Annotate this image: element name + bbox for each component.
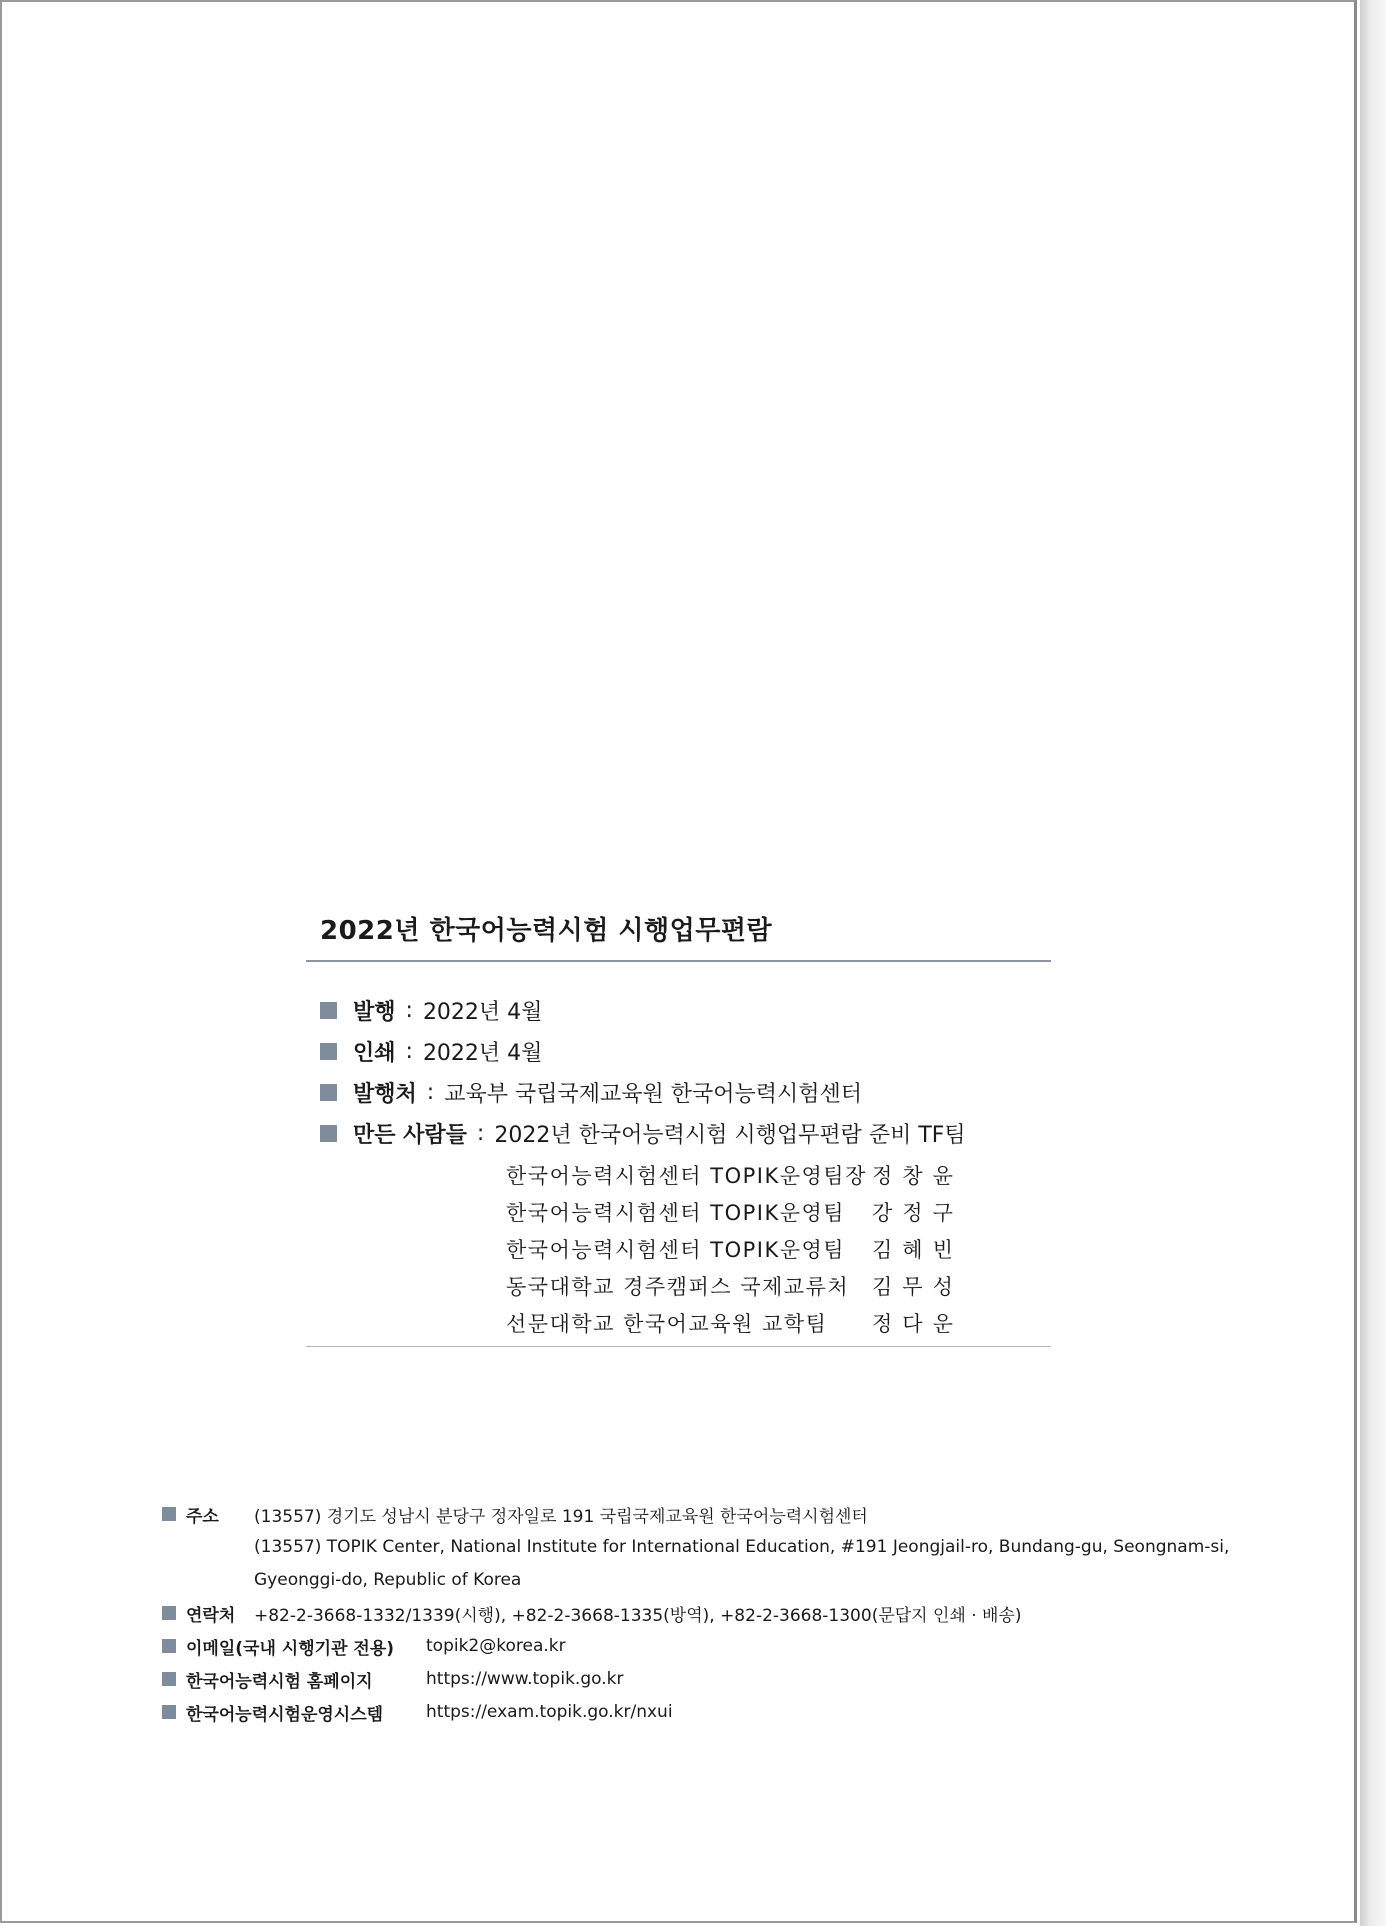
contact-row-homepage <box>162 1665 623 1693</box>
info-label: 인쇄 <box>353 1040 396 1066</box>
staff-role: 선문대학교 한국어교육원 교학팀 <box>506 1312 828 1336</box>
contact-label: 연락처 <box>186 1605 236 1626</box>
colophon-title: 2022년 한국어능력시험 시행업무편람 <box>320 916 773 946</box>
contact-row-system <box>162 1698 673 1726</box>
contact-row-address <box>162 1500 254 1528</box>
info-value: 2022년 4월 <box>422 999 543 1025</box>
staff-row <box>506 1306 1006 1340</box>
staff-role: 한국어능력시험센터 TOPIK운영팀장 <box>506 1164 867 1188</box>
contact-label: 이메일(국내 시행기관 전용) <box>186 1638 395 1659</box>
staff-row <box>506 1269 1006 1303</box>
address-line: (13557) 경기도 성남시 분당구 정자일로 191 국립국제교육원 한국어능력시험센터 <box>254 1506 868 1527</box>
address-line: (13557) TOPIK Center, National Institute for International Education, #191 Jeongjail-ro, Bundang-gu, Seongnam-si, <box>254 1537 1230 1557</box>
info-row-publisher: 발행처 : 교육부 국립국제교육원 한국어능력시험센터 <box>320 1074 862 1110</box>
info-row-makers: 만든 사람들 : 2022년 한국어능력시험 시행업무편람 준비 TF팀 <box>320 1115 966 1151</box>
staff-name: 강정구 <box>872 1201 963 1225</box>
square-bullet-icon <box>320 1084 337 1101</box>
info-label: 발행 <box>353 999 396 1025</box>
square-bullet-icon <box>162 1639 176 1653</box>
staff-name: 정다운 <box>872 1312 963 1336</box>
address-line: Gyeonggi-do, Republic of Korea <box>254 1570 522 1590</box>
homepage-link[interactable]: https://www.topik.go.kr <box>426 1669 624 1689</box>
staff-role: 동국대학교 경주캠퍼스 국제교류처 <box>506 1275 850 1299</box>
contact-label: 한국어능력시험운영시스템 <box>186 1704 384 1725</box>
contact-row-email <box>162 1632 566 1660</box>
email-link[interactable]: topik2@korea.kr <box>426 1636 566 1656</box>
system-link[interactable]: https://exam.topik.go.kr/nxui <box>426 1702 673 1722</box>
title-divider <box>306 960 1051 962</box>
square-bullet-icon <box>320 1125 337 1142</box>
square-bullet-icon <box>162 1672 176 1686</box>
staff-name: 김혜빈 <box>872 1238 963 1262</box>
phone-value: +82-2-3668-1332/1339(시행), +82-2-3668-1335(방역), +82-2-3668-1300(문답지 인쇄 · 배송) <box>254 1605 1022 1626</box>
info-value: 2022년 4월 <box>422 1040 543 1066</box>
page-edge-shadow <box>1360 0 1386 1926</box>
staff-role: 한국어능력시험센터 TOPIK운영팀 <box>506 1238 846 1262</box>
contact-label: 한국어능력시험 홈페이지 <box>186 1671 373 1692</box>
info-row-publish: 발행 : 2022년 4월 <box>320 992 542 1028</box>
staff-role: 한국어능력시험센터 TOPIK운영팀 <box>506 1201 846 1225</box>
contact-label: 주소 <box>186 1506 219 1527</box>
square-bullet-icon <box>162 1606 176 1620</box>
info-value: 교육부 국립국제교육원 한국어능력시험센터 <box>444 1081 862 1107</box>
staff-row <box>506 1232 1006 1266</box>
info-label: 만든 사람들 <box>353 1122 467 1148</box>
staff-name: 정창윤 <box>872 1164 963 1188</box>
staff-row <box>506 1195 1006 1229</box>
square-bullet-icon <box>320 1002 337 1019</box>
square-bullet-icon <box>162 1705 176 1719</box>
square-bullet-icon <box>162 1507 176 1521</box>
info-label: 발행처 <box>353 1081 417 1107</box>
bottom-divider <box>306 1346 1051 1347</box>
staff-row <box>506 1158 1006 1192</box>
info-value: 2022년 한국어능력시험 시행업무편람 준비 TF팀 <box>494 1122 966 1148</box>
square-bullet-icon <box>320 1043 337 1060</box>
info-row-print: 인쇄 : 2022년 4월 <box>320 1033 542 1069</box>
staff-name: 김무성 <box>872 1275 963 1299</box>
contact-row-phone <box>162 1599 1022 1627</box>
